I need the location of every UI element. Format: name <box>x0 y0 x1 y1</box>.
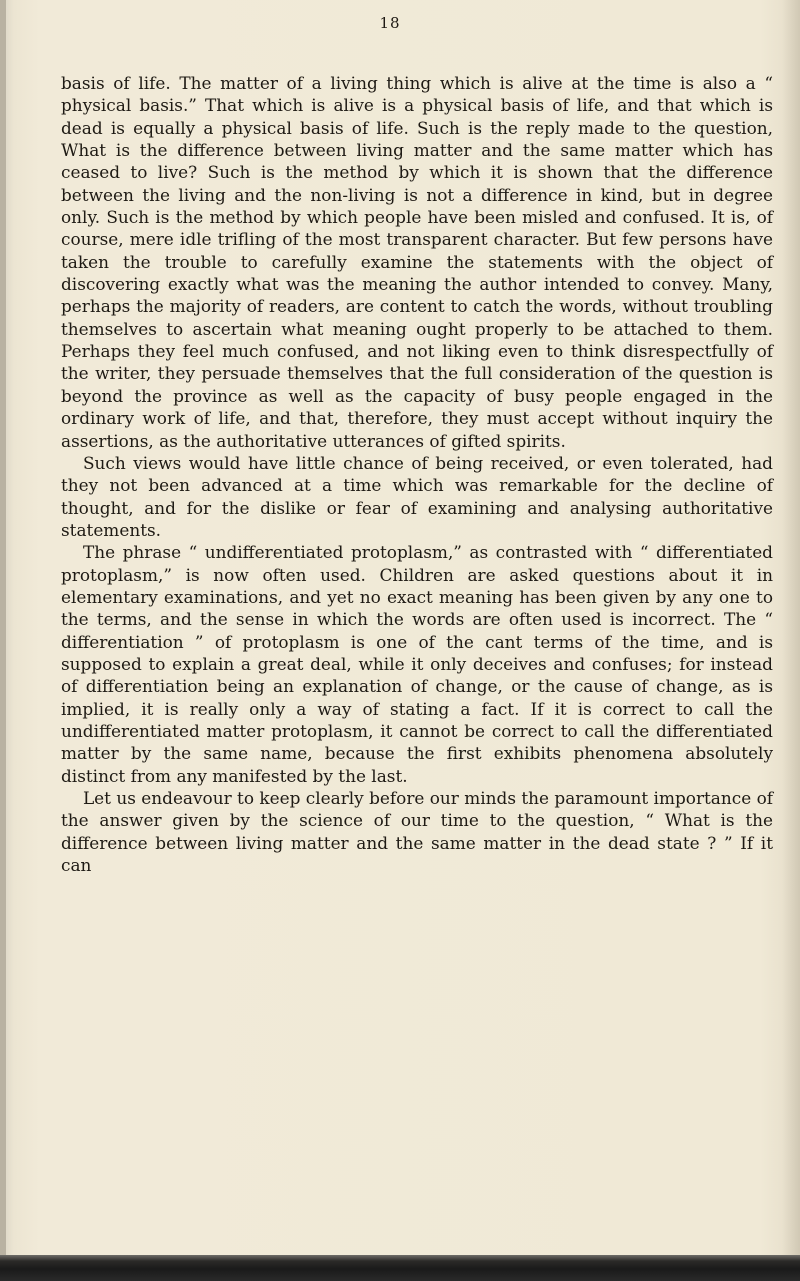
page-gutter-edge <box>0 0 6 1281</box>
paragraph-2: Such views would have little chance of being received, or even tolerated, had they not been advanced at a time which was remarkable for the decline of thought, and for the dislike or fear of examining and analysing authoritative statements. <box>61 452 773 540</box>
scan-bottom-edge <box>0 1255 800 1281</box>
body-text <box>61 72 773 876</box>
paragraph-3: The phrase “ undifferentiated protoplasm,” as contrasted with “ differentiated protoplasm,” is now often used. Children are asked questions about it in elementary examinations, and yet no exact meaning has been given by any one to the terms, and the sense in which the words are often used is incorrect. The “ differentiation ” of protoplasm is one of the cant terms of the time, and is supposed to explain a great deal, while it only deceives and confuses; for instead of differentiation being an explanation of change, or the cause of change, as is implied, it is really only a way of stating a fact. If it is correct to call the undifferentiated matter protoplasm, it cannot be correct to call the differentiated matter by the same name, because the first exhibits phenomena absolutely distinct from any manifested by the last. <box>61 542 773 786</box>
paragraph-1: basis of life. The matter of a living thing which is alive at the time is also a “ physical basis.” That which is alive is a physical basis of life, and that which is dead is equally a physical basis of life. Such is the reply made to the question, What is the difference between living matter and the same matter which has ceased to live? Such is the method by which it is shown that the difference between the living and the non-living is not a difference in kind, but in degree only. Such is the method by which people have been misled and confused. It is, of course, mere idle trifling of the most transparent character. But few persons have taken the trouble to carefully examine the statements with the object of discovering exactly what was the meaning the author intended to convey. Many, perhaps the majority of readers, are content to catch the words, without troubling themselves to ascertain what meaning ought properly to be attached to them. Perhaps they feel much confused, and not liking even to think disrespectfully of the writer, they persuade themselves that the full consideration of the question is beyond the province as well as the capacity of busy people engaged in the ordinary work of life, and that, therefore, they must accept without inquiry the assertions, as the authoritative utterances of gifted spirits. <box>61 73 773 451</box>
page-number: 18 <box>379 14 401 32</box>
paragraph-4: Let us endeavour to keep clearly before our minds the paramount importance of the answer given by the science of our time to the question, “ What is the difference between living matter and the same matter in the dead state ? ” If it can <box>61 788 774 876</box>
page-edge-shadow <box>782 0 800 1281</box>
